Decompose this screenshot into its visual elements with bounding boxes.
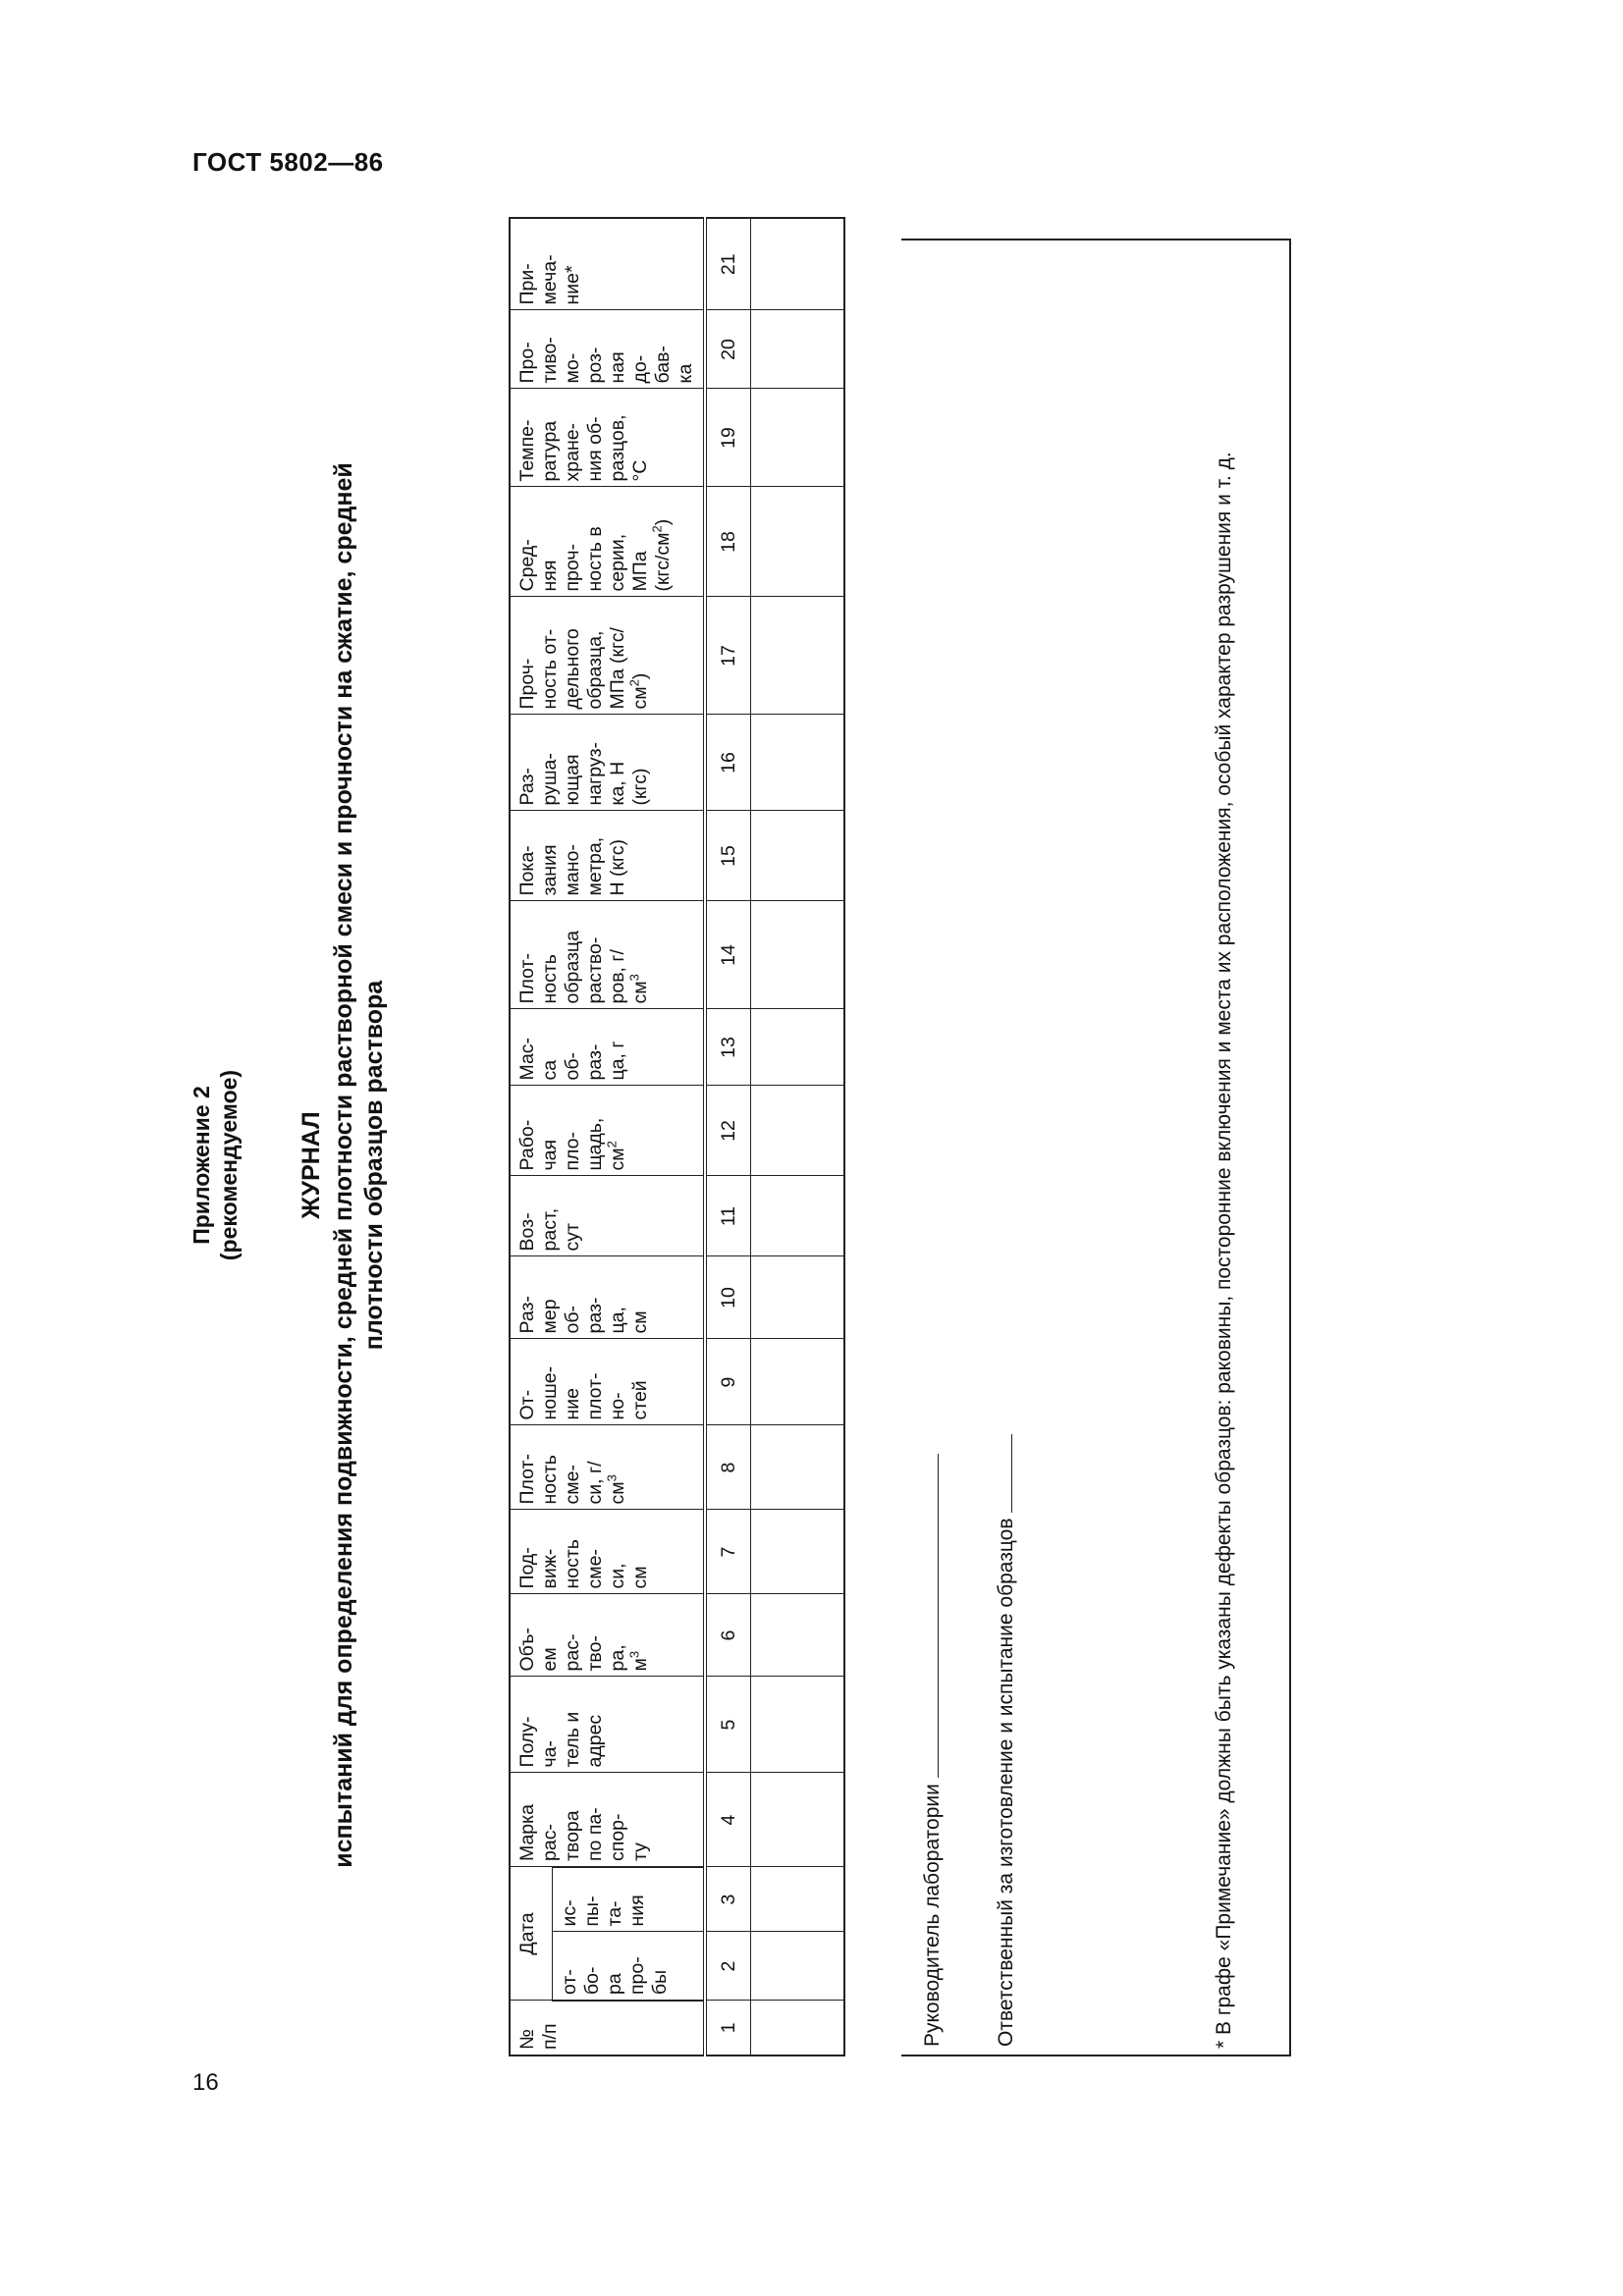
col-header-19: Темпе- ратура хране- ния об- разцов, °С — [510, 389, 705, 487]
table-cell — [751, 1176, 845, 1256]
col-header-5: Полу- ча- тель и адрес — [510, 1677, 705, 1773]
col-header-16: Раз- руша- ющая нагруз- ка, Н (кгс) — [510, 715, 705, 811]
table-row — [751, 218, 845, 2056]
column-number: 21 — [705, 218, 751, 310]
table-cell — [751, 1256, 845, 1339]
column-number: 5 — [705, 1677, 751, 1773]
table-cell — [751, 1339, 845, 1425]
col-header-7: Под- виж- ность сме- си, см — [510, 1510, 705, 1594]
col-header-2: от- бо- ра про- бы — [553, 1932, 705, 2001]
table-cell — [751, 218, 845, 310]
appendix-status: (рекомендуемое) — [216, 1069, 242, 1261]
table-cell — [751, 1009, 845, 1086]
column-number: 1 — [705, 2001, 751, 2056]
column-number: 8 — [705, 1425, 751, 1510]
col-header-1: № п/п — [510, 2001, 705, 2056]
column-number: 19 — [705, 389, 751, 487]
table-cell — [751, 1594, 845, 1677]
column-number-row — [705, 218, 751, 2056]
column-number: 2 — [705, 1932, 751, 2001]
column-number: 14 — [705, 901, 751, 1009]
frame-left-border — [901, 2055, 1289, 2056]
header-row-top — [510, 218, 553, 2056]
col-header-20: Про- тиво- мо- роз- ная до- бав- ка — [510, 310, 705, 389]
journal-subtitle: испытаний для определения подвижности, средней плотности растворной смеси и прочности на сжатие, средней плотности образцов раствора — [330, 462, 388, 1868]
column-number: 13 — [705, 1009, 751, 1086]
rotated-content — [180, 223, 1299, 2108]
table-cell — [751, 901, 845, 1009]
appendix-title: Приложение 2 — [189, 1086, 214, 1245]
document-code: ГОСТ 5802—86 — [192, 147, 384, 177]
col-header-14: Плот- ность образца раство- ров, г/ $см^3$ — [510, 901, 705, 1009]
table-cell — [751, 1677, 845, 1773]
table-cell — [751, 597, 845, 715]
column-number: 18 — [705, 487, 751, 597]
lab-head-line — [938, 1454, 939, 1778]
frame-right-border — [901, 239, 1289, 240]
table-cell — [751, 1867, 845, 1932]
column-number: 17 — [705, 597, 751, 715]
column-number: 7 — [705, 1510, 751, 1594]
col-header-17: Проч- ность от- дельного образца, МПа (кгс/ $см^2$) — [510, 597, 705, 715]
table-cell — [751, 310, 845, 389]
col-header-8: Плот- ность сме- си, г/ $см^3$ — [510, 1425, 705, 1510]
column-number: 11 — [705, 1176, 751, 1256]
column-number: 3 — [705, 1867, 751, 1932]
col-header-13: Мас- са об- раз- ца, г — [510, 1009, 705, 1086]
table-cell — [751, 487, 845, 597]
frame-bottom-border — [1289, 239, 1291, 2056]
responsible-signature — [995, 1434, 1018, 2047]
footnote: * В графе «Примечание» должны быть указаны дефекты образцов: раковины, посторонние включения и места их расположения, особый характер разрушения и т. д. — [1213, 452, 1235, 2049]
col-header-10: Раз- мер об- раз- ца, см — [510, 1256, 705, 1339]
column-number: 9 — [705, 1339, 751, 1425]
table-cell — [751, 389, 845, 487]
table-cell — [751, 1773, 845, 1867]
table-cell — [751, 715, 845, 811]
journal-table — [509, 217, 845, 2056]
table-cell — [751, 1510, 845, 1594]
table-cell — [751, 1932, 845, 2001]
table-cell — [751, 1086, 845, 1176]
journal-title: ЖУРНАЛ — [298, 1111, 325, 1219]
column-number: 15 — [705, 811, 751, 901]
column-number: 16 — [705, 715, 751, 811]
table-cell — [751, 1425, 845, 1510]
responsible-line — [1011, 1434, 1012, 1513]
col-header-15: Пока- зания мано- метра, Н (кгс) — [510, 811, 705, 901]
lab-head-label: Руководитель лаборатории — [921, 1784, 944, 2047]
col-header-6: Объ- ем рас- тво- ра, $м^3$ — [510, 1594, 705, 1677]
column-number: 4 — [705, 1773, 751, 1867]
table-cell — [751, 811, 845, 901]
appendix-heading — [188, 223, 243, 2108]
lab-head-signature — [921, 1454, 945, 2047]
journal-table-wrapper — [509, 239, 845, 2056]
table-cell — [751, 2001, 845, 2056]
col-header-18: Сред- няя проч- ность в серии, МПа $(кгс/см^2)$ — [510, 487, 705, 597]
col-header-11: Воз- раст, сут — [510, 1176, 705, 1256]
col-group-date: Дата — [510, 1867, 553, 2001]
page-number: 16 — [192, 2069, 219, 2096]
col-header-21: При- меча- ние* — [510, 218, 705, 310]
column-number: 10 — [705, 1256, 751, 1339]
col-header-9: От- ноше- ние плот- но- стей — [510, 1339, 705, 1425]
responsible-label: Ответственный за изготовление и испытание образцов — [995, 1518, 1017, 2047]
col-header-3: ис- пы- та- ния — [553, 1867, 705, 1932]
col-header-4: Марка рас- твора по па- спор- ту — [510, 1773, 705, 1867]
column-number: 6 — [705, 1594, 751, 1677]
column-number: 20 — [705, 310, 751, 389]
column-number: 12 — [705, 1086, 751, 1176]
col-header-12: Рабо- чая пло- щадь, $см^2$ — [510, 1086, 705, 1176]
